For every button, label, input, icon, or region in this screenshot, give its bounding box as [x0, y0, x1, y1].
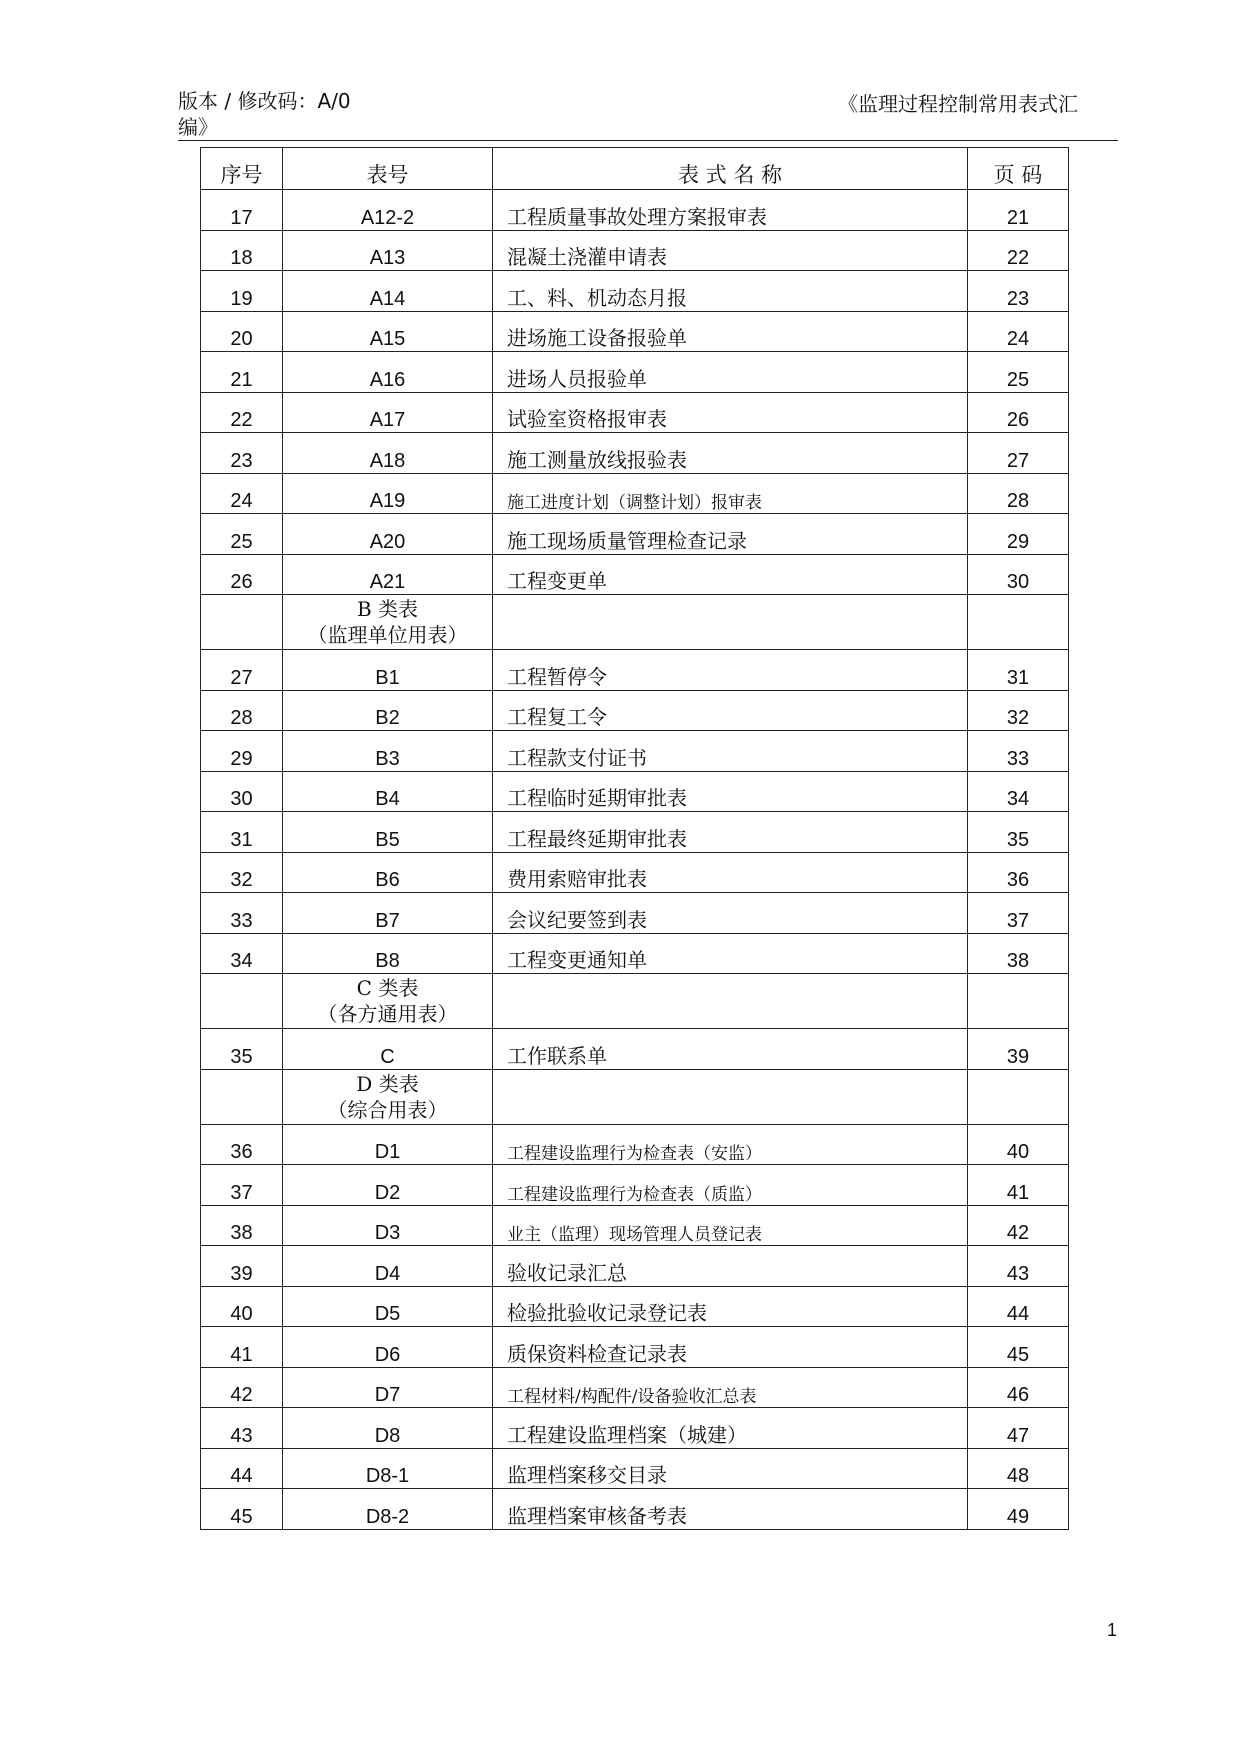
section-title-cell [283, 1069, 493, 1124]
row-form-code: D2 [283, 1165, 493, 1206]
row-page: 29 [968, 514, 1069, 555]
row-form-name: 试验室资格报审表 [493, 392, 968, 433]
row-form-name: 工程款支付证书 [493, 731, 968, 772]
row-form-code: A15 [283, 311, 493, 352]
table-row [201, 230, 1069, 271]
row-seq: 33 [201, 893, 283, 934]
row-page: 31 [968, 650, 1069, 691]
row-seq: 28 [201, 690, 283, 731]
section-seq-cell [201, 974, 283, 1029]
row-form-code: A18 [283, 433, 493, 474]
row-form-name: 工程质量事故处理方案报审表 [493, 190, 968, 231]
row-page: 40 [968, 1124, 1069, 1165]
table-row [201, 392, 1069, 433]
form-index-table [200, 147, 1069, 1530]
row-form-name: 验收记录汇总 [493, 1246, 968, 1287]
row-form-name: 工程建设监理行为检查表（质监） [493, 1165, 968, 1206]
row-form-code: D5 [283, 1286, 493, 1327]
row-form-name: 进场施工设备报验单 [493, 311, 968, 352]
row-seq: 31 [201, 812, 283, 853]
row-seq: 30 [201, 771, 283, 812]
row-page: 43 [968, 1246, 1069, 1287]
section-subtitle: （综合用表） [327, 1097, 448, 1122]
row-page: 44 [968, 1286, 1069, 1327]
section-seq-cell [201, 1069, 283, 1124]
row-seq: 34 [201, 933, 283, 974]
row-seq: 20 [201, 311, 283, 352]
row-seq: 27 [201, 650, 283, 691]
column-header-page: 页 码 [968, 148, 1069, 190]
table-row [201, 1029, 1069, 1070]
row-page: 23 [968, 271, 1069, 312]
table-row [201, 271, 1069, 312]
table-row [201, 690, 1069, 731]
section-name-cell [493, 1069, 968, 1124]
row-form-code: B8 [283, 933, 493, 974]
row-page: 48 [968, 1448, 1069, 1489]
table-row [201, 1448, 1069, 1489]
column-header-code: 表号 [283, 148, 493, 190]
table-row [201, 731, 1069, 772]
row-page: 47 [968, 1408, 1069, 1449]
row-form-name: 费用索赔审批表 [493, 852, 968, 893]
row-page: 22 [968, 230, 1069, 271]
row-form-name: 施工进度计划（调整计划）报审表 [493, 473, 968, 514]
row-form-name: 工程建设监理行为检查表（安监） [493, 1124, 968, 1165]
table-row [201, 1165, 1069, 1206]
table-row [201, 554, 1069, 595]
row-page: 45 [968, 1327, 1069, 1368]
row-form-name: 工程复工令 [493, 690, 968, 731]
section-row [201, 974, 1069, 1029]
row-seq: 36 [201, 1124, 283, 1165]
row-form-code: A19 [283, 473, 493, 514]
table-row [201, 812, 1069, 853]
section-row [201, 595, 1069, 650]
row-seq: 44 [201, 1448, 283, 1489]
row-page: 38 [968, 933, 1069, 974]
row-seq: 17 [201, 190, 283, 231]
row-page: 27 [968, 433, 1069, 474]
row-page: 37 [968, 893, 1069, 934]
row-seq: 23 [201, 433, 283, 474]
row-seq: 42 [201, 1367, 283, 1408]
row-form-name: 工程最终延期审批表 [493, 812, 968, 853]
table-row [201, 190, 1069, 231]
row-seq: 24 [201, 473, 283, 514]
row-form-code: B2 [283, 690, 493, 731]
table-row [201, 352, 1069, 393]
table-row [201, 933, 1069, 974]
section-page-cell [968, 974, 1069, 1029]
table-row [201, 1489, 1069, 1530]
section-subtitle: （监理单位用表） [307, 623, 468, 647]
table-row [201, 433, 1069, 474]
document-title-continued: 编》 [178, 115, 218, 139]
row-seq: 39 [201, 1246, 283, 1287]
section-page-cell [968, 1069, 1069, 1124]
row-form-name: 施工测量放线报验表 [493, 433, 968, 474]
row-page: 46 [968, 1367, 1069, 1408]
table-row [201, 514, 1069, 555]
row-seq: 25 [201, 514, 283, 555]
section-name-cell [493, 974, 968, 1029]
section-name-cell [493, 595, 968, 650]
row-form-name: 质保资料检查记录表 [493, 1327, 968, 1368]
row-form-code: D1 [283, 1124, 493, 1165]
column-header-name: 表 式 名 称 [493, 148, 968, 190]
row-form-code: B5 [283, 812, 493, 853]
table-row [201, 852, 1069, 893]
row-form-code: B4 [283, 771, 493, 812]
row-seq: 38 [201, 1205, 283, 1246]
row-form-name: 工作联系单 [493, 1029, 968, 1070]
header-divider [178, 140, 1118, 141]
row-seq: 40 [201, 1286, 283, 1327]
row-form-name: 检验批验收记录登记表 [493, 1286, 968, 1327]
row-page: 35 [968, 812, 1069, 853]
row-page: 30 [968, 554, 1069, 595]
row-seq: 18 [201, 230, 283, 271]
table-row [201, 650, 1069, 691]
row-seq: 35 [201, 1029, 283, 1070]
row-page: 26 [968, 392, 1069, 433]
row-form-code: B1 [283, 650, 493, 691]
row-form-code: A17 [283, 392, 493, 433]
row-seq: 29 [201, 731, 283, 772]
row-seq: 43 [201, 1408, 283, 1449]
section-title: D 类表 [356, 1071, 419, 1096]
row-form-code: D4 [283, 1246, 493, 1287]
row-form-name: 施工现场质量管理检查记录 [493, 514, 968, 555]
row-page: 42 [968, 1205, 1069, 1246]
section-title-cell [283, 595, 493, 650]
document-title: 《监理过程控制常用表式汇 [838, 92, 1078, 116]
row-seq: 19 [201, 271, 283, 312]
row-form-code: C [283, 1029, 493, 1070]
row-page: 28 [968, 473, 1069, 514]
row-form-code: D8-2 [283, 1489, 493, 1530]
row-form-code: A13 [283, 230, 493, 271]
version-label: 版本 / 修改码：A/0 [178, 89, 351, 113]
column-header-seq: 序号 [201, 148, 283, 190]
section-page-cell [968, 595, 1069, 650]
row-page: 33 [968, 731, 1069, 772]
page-number: 1 [1106, 1620, 1117, 1640]
header-version-block [178, 88, 351, 140]
row-form-code: A20 [283, 514, 493, 555]
row-seq: 32 [201, 852, 283, 893]
row-form-name: 业主（监理）现场管理人员登记表 [493, 1205, 968, 1246]
table-row [201, 311, 1069, 352]
row-seq: 45 [201, 1489, 283, 1530]
row-page: 21 [968, 190, 1069, 231]
table-header-row [201, 148, 1069, 190]
section-seq-cell [201, 595, 283, 650]
row-form-code: B7 [283, 893, 493, 934]
row-page: 25 [968, 352, 1069, 393]
row-page: 34 [968, 771, 1069, 812]
section-title: C 类表 [356, 976, 419, 1000]
row-form-name: 工程变更单 [493, 554, 968, 595]
row-form-name: 工程变更通知单 [493, 933, 968, 974]
row-seq: 26 [201, 554, 283, 595]
row-form-name: 会议纪要签到表 [493, 893, 968, 934]
table-row [201, 1327, 1069, 1368]
row-page: 39 [968, 1029, 1069, 1070]
row-form-name: 监理档案移交目录 [493, 1448, 968, 1489]
row-form-code: B6 [283, 852, 493, 893]
row-page: 41 [968, 1165, 1069, 1206]
table-row [201, 1205, 1069, 1246]
row-form-code: A16 [283, 352, 493, 393]
row-form-name: 工程建设监理档案（城建） [493, 1408, 968, 1449]
row-form-name: 工程材料/构配件/设备验收汇总表 [493, 1367, 968, 1408]
row-form-code: B3 [283, 731, 493, 772]
table-row [201, 771, 1069, 812]
row-form-name: 工程暂停令 [493, 650, 968, 691]
table-row [201, 1286, 1069, 1327]
row-form-name: 监理档案审核备考表 [493, 1489, 968, 1530]
row-form-name: 混凝土浇灌申请表 [493, 230, 968, 271]
table-row [201, 893, 1069, 934]
table-row [201, 473, 1069, 514]
row-seq: 22 [201, 392, 283, 433]
row-form-code: D8 [283, 1408, 493, 1449]
row-page: 32 [968, 690, 1069, 731]
section-row [201, 1069, 1069, 1124]
section-subtitle: （各方通用表） [317, 1002, 458, 1026]
table-row [201, 1124, 1069, 1165]
row-page: 49 [968, 1489, 1069, 1530]
row-form-name: 进场人员报验单 [493, 352, 968, 393]
row-form-code: D6 [283, 1327, 493, 1368]
row-seq: 21 [201, 352, 283, 393]
row-form-code: D7 [283, 1367, 493, 1408]
row-form-code: D8-1 [283, 1448, 493, 1489]
section-title-cell [283, 974, 493, 1029]
table-row [201, 1408, 1069, 1449]
row-page: 36 [968, 852, 1069, 893]
row-form-name: 工程临时延期审批表 [493, 771, 968, 812]
row-form-code: A21 [283, 554, 493, 595]
section-title: B 类表 [356, 597, 419, 621]
table-row [201, 1246, 1069, 1287]
row-seq: 41 [201, 1327, 283, 1368]
table-row [201, 1367, 1069, 1408]
row-form-code: D3 [283, 1205, 493, 1246]
row-page: 24 [968, 311, 1069, 352]
row-form-name: 工、料、机动态月报 [493, 271, 968, 312]
row-form-code: A14 [283, 271, 493, 312]
row-seq: 37 [201, 1165, 283, 1206]
row-form-code: A12-2 [283, 190, 493, 231]
